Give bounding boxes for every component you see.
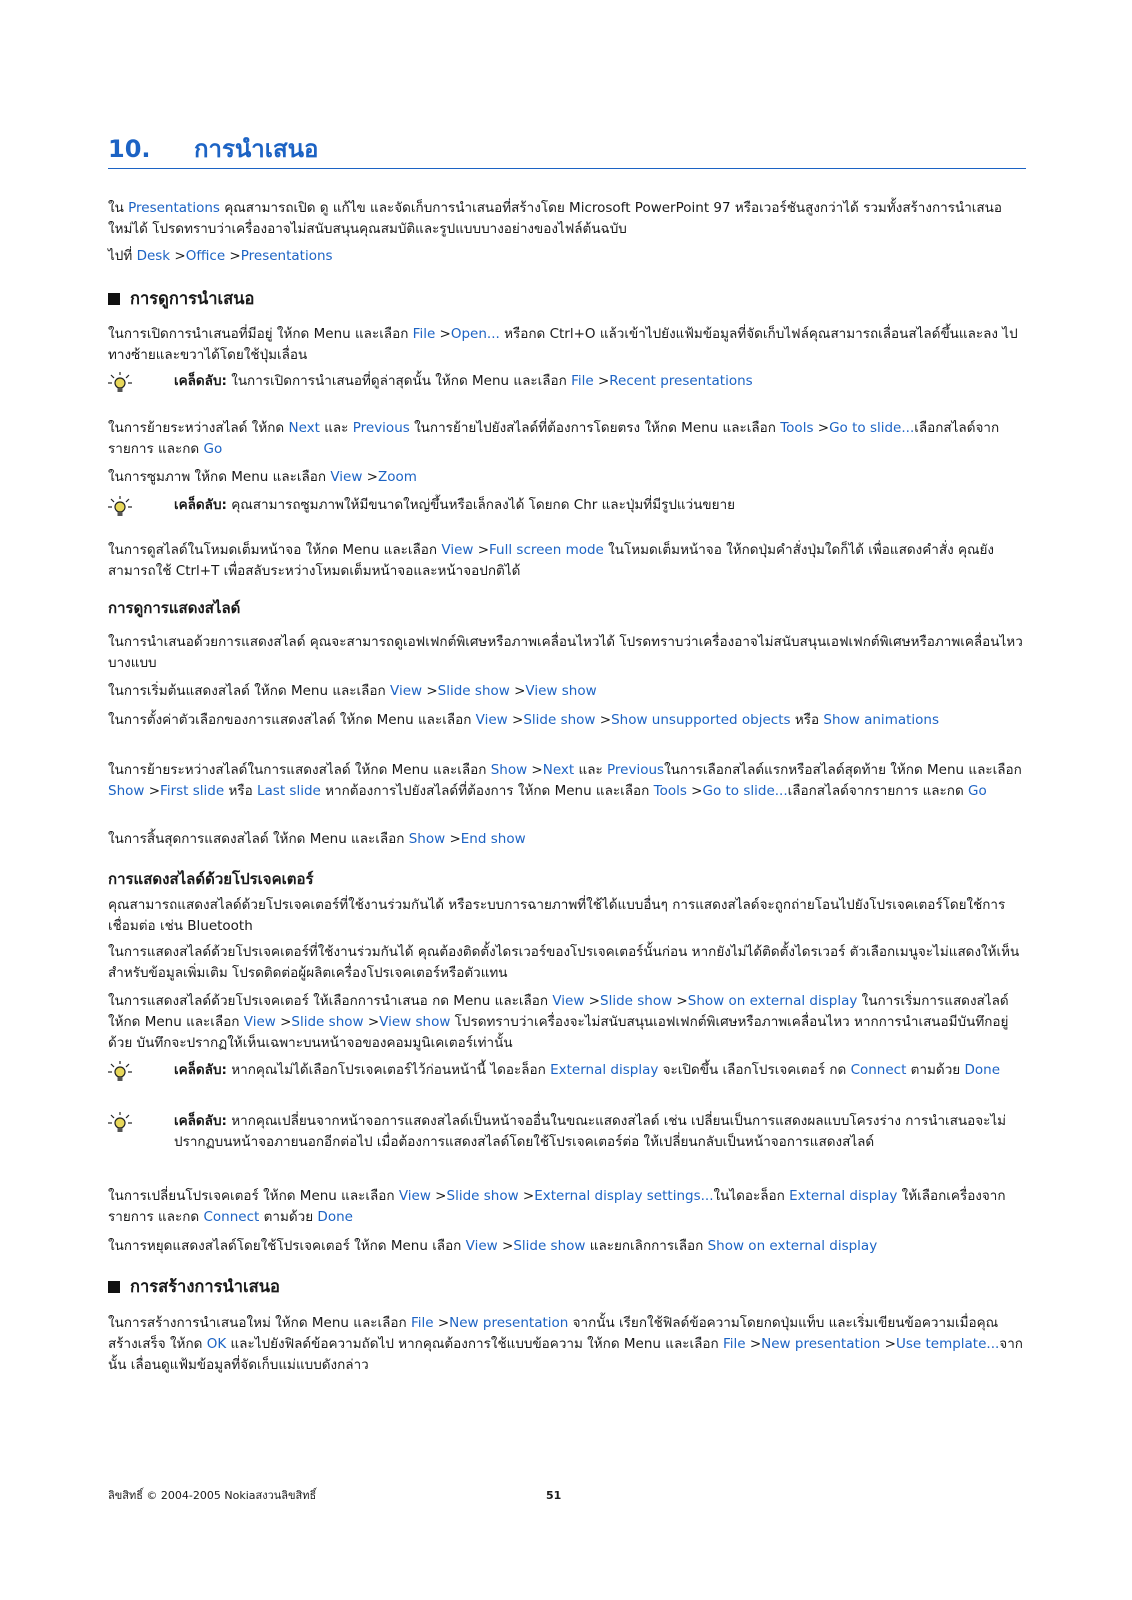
text-run: จะเปิดขึ้น เลือกโปรเจคเตอร์ กด: [658, 1062, 851, 1078]
menu-path-link[interactable]: File: [410, 1315, 434, 1331]
menu-path-link[interactable]: Previous: [352, 420, 410, 436]
text-run: ในการแสดงสไลด์ด้วยโปรเจคเตอร์ ให้เลือกการนำเสนอ กด Menu และเลือก: [108, 993, 553, 1009]
menu-path-link[interactable]: View show: [379, 1014, 451, 1030]
tip-label: เคล็ดลับ:: [174, 497, 227, 513]
heading-bullet-icon: [108, 293, 120, 305]
menu-path-link[interactable]: Use template...: [895, 1336, 1000, 1352]
text-run: ในการนำเสนอด้วยการแสดงสไลด์ คุณจะสามารถดูเอฟเฟกต์พิเศษหรือภาพเคลื่อนไหวได้ โปรดทราบว่าเครื่องอาจไม่สนับสนุนเอฟเฟกต์พิเศษหรือภาพเคลื่อนไหวบางแบบ: [108, 634, 1023, 671]
text-run: >: [745, 1336, 762, 1352]
menu-path-link[interactable]: File: [412, 326, 436, 342]
menu-path-link[interactable]: View: [398, 1188, 431, 1204]
text-run: เลือกสไลด์จากรายการ และกด: [108, 420, 1000, 457]
menu-path-link[interactable]: Go: [203, 441, 223, 457]
text-run: >: [362, 469, 378, 485]
tip-label: เคล็ดลับ:: [174, 1062, 227, 1078]
text-run: ตามด้วย: [906, 1062, 965, 1078]
paragraph: [108, 467, 1026, 488]
menu-path-link[interactable]: Tools: [653, 783, 687, 799]
tip-text: [174, 1060, 1026, 1081]
text-run: >: [497, 1238, 514, 1254]
chapter-heading: การนำเสนอ: [194, 135, 319, 163]
paragraph: [108, 632, 1026, 674]
text-run: ไปที่: [108, 248, 137, 264]
menu-path-link[interactable]: Zoom: [377, 469, 417, 485]
paragraph: [108, 681, 1026, 702]
menu-path-link[interactable]: Show: [490, 762, 528, 778]
menu-path-link[interactable]: Presentations: [128, 200, 220, 216]
text-run: >: [595, 712, 612, 728]
text-run: >: [584, 993, 600, 1009]
text-run: ในการเปลี่ยนโปรเจคเตอร์ ให้กด Menu และเลือก: [108, 1188, 399, 1204]
menu-path-link[interactable]: Open...: [450, 326, 500, 342]
menu-path-link[interactable]: Next: [542, 762, 575, 778]
tip-text: [174, 495, 1026, 516]
text-run: ในการย้ายระหว่างสไลด์ ให้กด: [108, 420, 289, 436]
lightbulb-icon: [108, 1060, 132, 1084]
text-run: ในการหยุดแสดงสไลด์โดยใช้โปรเจคเตอร์ ให้กด Menu เลือก: [108, 1238, 466, 1254]
text-run: >: [527, 762, 543, 778]
menu-path-link[interactable]: Next: [288, 420, 320, 436]
text-run: ในการเริ่มต้นแสดงสไลด์ ให้กด Menu และเลือก: [108, 683, 391, 699]
intro-paragraph: [108, 198, 1026, 240]
menu-path-link[interactable]: Previous: [607, 762, 665, 778]
page-number: 51: [546, 1489, 562, 1502]
text-run: >: [363, 1014, 380, 1030]
text-run: หากคุณไม่ได้เลือกโปรเจคเตอร์ไว้ก่อนหน้านี้ ไดอะล็อก: [226, 1062, 551, 1078]
menu-path-link[interactable]: Show on external display: [687, 993, 858, 1009]
text-run: ในการเปิดการนำเสนอที่มีอยู่ ให้กด Menu และเลือก: [108, 326, 413, 342]
text-run: คุณสามารถเปิด ดู แก้ไข และจัดเก็บการนำเสนอที่สร้างโดย Microsoft PowerPoint 97 หรือเวอร์ชันสูงกว่าได้ รวมทั้งสร้างการนำเสนอใหม่ได้ โปรดทราบว่าเครื่องอาจไม่สนับสนุนคุณสมบัติและรูปแบบบางอย่างของไฟล์ต้นฉบับ: [108, 200, 1002, 237]
text-run: คุณสามารถแสดงสไลด์ด้วยโปรเจคเตอร์ที่ใช้งานร่วมกันได้ หรือระบบการฉายภาพที่ใช้ได้แบบอื่นๆ การแสดงสไลด์จะถูกถ่ายโอนไปยังโปรเจคเตอร์โดยใช้การเชื่อมต่อ เช่น Bluetooth: [108, 897, 1006, 934]
navigation-path: [108, 246, 1026, 267]
text-run: >: [225, 248, 241, 264]
chapter-number: 10.: [108, 135, 151, 163]
text-run: จากนั้น เรียกใช้ฟิลด์ข้อความโดยกดปุ่มแท็บ และเริ่มเขียนข้อความเมื่อคุณสร้างเสร็จ ให้กด: [108, 1315, 999, 1352]
menu-path-link[interactable]: End show: [460, 831, 526, 847]
menu-path-link[interactable]: Go: [968, 783, 987, 799]
text-run: >: [170, 248, 186, 264]
menu-path-link[interactable]: View: [465, 1238, 498, 1254]
text-run: ในการเลือกสไลด์แรกหรือสไลด์สุดท้าย ให้กด Menu และเลือก: [664, 762, 1022, 778]
menu-path-link[interactable]: OK: [206, 1336, 227, 1352]
menu-path-link[interactable]: External display settings...: [534, 1188, 714, 1204]
menu-path-link[interactable]: View show: [525, 683, 597, 699]
text-run: ในโหมดเต็มหน้าจอ ให้กดปุ่มคำสั่งปุ่มใดก็ได้ เพื่อแสดงคำสั่ง คุณยังสามารถใช้ Ctrl+T เพื่อสลับระหว่างโหมดเต็มหน้าจอและหน้าจอปกติได้: [108, 542, 995, 579]
text-run: เลือกสไลด์จากรายการ และกด: [787, 783, 969, 799]
text-run: หากต้องการไปยังสไลด์ที่ต้องการ ให้กด Menu และเลือก: [320, 783, 654, 799]
text-run: และ: [574, 762, 608, 778]
chapter-title: [108, 132, 1026, 169]
menu-path-link[interactable]: Slide show: [523, 712, 596, 728]
text-run: ในการเปิดการนำเสนอที่ดูล่าสุดนั้น ให้กด Menu และเลือก: [226, 373, 572, 389]
menu-path-link[interactable]: Full screen mode: [489, 542, 604, 558]
text-run: >: [275, 1014, 292, 1030]
paragraph: [108, 760, 1026, 802]
text-run: ในการซูมภาพ ให้กด Menu และเลือก: [108, 469, 331, 485]
menu-path-link[interactable]: Go to slide...: [829, 420, 915, 436]
text-run: และไปยังฟิลด์ข้อความถัดไป หากคุณต้องการใช้แบบข้อความ ให้กด Menu และเลือก: [226, 1336, 723, 1352]
paragraph: [108, 829, 1026, 850]
paragraph: [108, 324, 1026, 366]
text-run: ในการสิ้นสุดการแสดงสไลด์ ให้กด Menu และเลือก: [108, 831, 409, 847]
menu-path-link[interactable]: New presentation: [761, 1336, 881, 1352]
menu-path-link[interactable]: Recent presentations: [609, 373, 753, 389]
text-run: ในการแสดงสไลด์ด้วยโปรเจคเตอร์ที่ใช้งานร่วมกันได้ คุณต้องติดตั้งไดรเวอร์ของโปรเจคเตอร์นั้นก่อน หากยังไม่ได้ติดตั้งไดรเวอร์ ตัวเลือกเมนูจะไม่แสดงให้เห็น สำหรับข้อมูลเพิ่มเติม โปรดติดต่อผู้ผลิตเครื่องโปรเจคเตอร์หรือตัวแทน: [108, 944, 1020, 981]
footer-copyright: ลิขสิทธิ์ © 2004-2005 Nokiaสงวนลิขสิทธิ์: [108, 1489, 317, 1502]
menu-path-link[interactable]: Go to slide...: [702, 783, 788, 799]
text-run: >: [430, 1188, 447, 1204]
lightbulb-icon: [108, 495, 132, 519]
menu-path-link[interactable]: External display: [550, 1062, 659, 1078]
menu-path-link[interactable]: View: [243, 1014, 276, 1030]
menu-path-link[interactable]: Show unsupported objects: [611, 712, 791, 728]
text-run: คุณสามารถซูมภาพให้มีขนาดใหญ่ขึ้นหรือเล็กลงได้ โดยกด Chr และปุ่มที่มีรูปแว่นขยาย: [226, 497, 736, 513]
text-run: >: [507, 712, 524, 728]
text-run: >: [672, 993, 688, 1009]
menu-path-link[interactable]: Last slide: [257, 783, 321, 799]
menu-path-link[interactable]: New presentation: [449, 1315, 569, 1331]
menu-path-link[interactable]: Desk: [136, 248, 171, 264]
menu-path-link[interactable]: File: [571, 373, 594, 389]
menu-path-link[interactable]: Presentations: [240, 248, 333, 264]
text-run: และยกเลิกการเลือก: [585, 1238, 708, 1254]
menu-path-link[interactable]: View: [475, 712, 508, 728]
paragraph: [108, 1186, 1026, 1228]
menu-path-link[interactable]: View: [390, 683, 423, 699]
menu-path-link[interactable]: Office: [185, 248, 226, 264]
text-run: ใน: [108, 200, 129, 216]
lightbulb-icon: [108, 1111, 132, 1135]
text-run: >: [509, 683, 526, 699]
subsection-heading-projector: การแสดงสไลด์ด้วยโปรเจคเตอร์: [108, 870, 314, 888]
text-run: >: [435, 326, 451, 342]
text-run: โปรดทราบว่าเครื่องจะไม่สนับสนุนเอฟเฟกต์พิเศษหรือภาพเคลื่อนไหว หากการนำเสนอมีบันทึกอยู่ด้วย บันทึกจะปรากฏให้เห็นเฉพาะบนหน้าจอของคอมมูนิเคเตอร์เท่านั้น: [108, 1014, 1009, 1051]
tip-text: [174, 1111, 1026, 1153]
text-run: ในการย้ายระหว่างสไลด์ในการแสดงสไลด์ ให้กด Menu และเลือก: [108, 762, 491, 778]
text-run: ในการตั้งค่าตัวเลือกของการแสดงสไลด์ ให้กด Menu และเลือก: [108, 712, 476, 728]
menu-path-link[interactable]: First slide: [160, 783, 225, 799]
text-run: >: [144, 783, 161, 799]
paragraph: [108, 710, 1026, 731]
menu-path-link[interactable]: Connect: [850, 1062, 907, 1078]
paragraph: [108, 895, 1026, 937]
menu-path-link[interactable]: View: [330, 469, 363, 485]
menu-path-link[interactable]: Slide show: [600, 993, 673, 1009]
text-run: >: [518, 1188, 535, 1204]
menu-path-link[interactable]: Show: [108, 783, 145, 799]
heading-bullet-icon: [108, 1281, 120, 1293]
menu-path-link[interactable]: Show animations: [823, 712, 940, 728]
text-run: >: [813, 420, 830, 436]
menu-path-link[interactable]: Connect: [203, 1209, 260, 1225]
text-run: ในการเริ่มการแสดงสไลด์ ให้กด Menu และเลือก: [108, 993, 1009, 1030]
menu-path-link[interactable]: Slide show: [513, 1238, 586, 1254]
paragraph: [108, 1236, 1026, 1257]
text-run: หรือกด Ctrl+O แล้วเข้าไปยังแฟ้มข้อมูลที่จัดเก็บไฟล์คุณสามารถเลื่อนสไลด์ขึ้นและลง ไปทางซ้ายและขวาได้โดยใช้ปุ่มเลื่อน: [108, 326, 1018, 363]
menu-path-link[interactable]: Show on external display: [707, 1238, 878, 1254]
text-run: ให้เลือกเครื่องจากรายการ และกด: [108, 1188, 1006, 1225]
menu-path-link[interactable]: Slide show: [446, 1188, 519, 1204]
text-run: และ: [319, 420, 353, 436]
text-run: >: [686, 783, 703, 799]
paragraph: [108, 942, 1026, 984]
tip-label: เคล็ดลับ:: [174, 373, 227, 389]
text-run: ตามด้วย: [259, 1209, 318, 1225]
menu-path-link[interactable]: View: [441, 542, 474, 558]
text-run: หรือ: [224, 783, 258, 799]
text-run: >: [593, 373, 610, 389]
subsection-heading-slideshow: การดูการแสดงสไลด์: [108, 599, 241, 617]
menu-path-link[interactable]: Show: [408, 831, 446, 847]
text-run: ในการย้ายไปยังสไลด์ที่ต้องการโดยตรง ให้กด Menu และเลือก: [409, 420, 781, 436]
menu-path-link[interactable]: File: [722, 1336, 746, 1352]
menu-path-link[interactable]: Slide show: [437, 683, 510, 699]
menu-path-link[interactable]: View: [552, 993, 585, 1009]
text-run: >: [433, 1315, 450, 1331]
text-run: >: [473, 542, 490, 558]
tip-label: เคล็ดลับ:: [174, 1113, 227, 1129]
menu-path-link[interactable]: Slide show: [291, 1014, 364, 1030]
section-heading-view: การดูการนำเสนอ: [108, 288, 254, 310]
menu-path-link[interactable]: Tools: [780, 420, 814, 436]
paragraph: [108, 1313, 1026, 1376]
text-run: จากนั้น เลื่อนดูแฟ้มข้อมูลที่จัดเก็บแม่แบบดังกล่าว: [108, 1336, 1023, 1373]
text-run: หรือ: [790, 712, 824, 728]
menu-path-link[interactable]: Done: [317, 1209, 353, 1225]
text-run: >: [880, 1336, 896, 1352]
menu-path-link[interactable]: External display: [789, 1188, 898, 1204]
text-run: ในการดูสไลด์ในโหมดเต็มหน้าจอ ให้กด Menu และเลือก: [108, 542, 442, 558]
tip-text: [174, 371, 1026, 392]
menu-path-link[interactable]: Done: [964, 1062, 1001, 1078]
section-heading-create: การสร้างการนำเสนอ: [108, 1276, 280, 1298]
text-run: ในการสร้างการนำเสนอใหม่ ให้กด Menu และเลือก: [108, 1315, 411, 1331]
paragraph: [108, 418, 1026, 460]
text-run: ในไดอะล็อก: [713, 1188, 790, 1204]
text-run: >: [445, 831, 461, 847]
text-run: หากคุณเปลี่ยนจากหน้าจอการแสดงสไลด์เป็นหน้าจออื่นในขณะแสดงสไลด์ เช่น เปลี่ยนเป็นการแสดงผลแบบโครงร่าง การนำเสนอจะไม่ปรากฏบนหน้าจอภายนอกอีกต่อไป เมื่อต้องการแสดงสไลด์โดยใช้โปรเจคเตอร์ต่อ ให้เปลี่ยนกลับเป็นหน้าจอการแสดงสไลด์: [174, 1113, 1007, 1150]
paragraph: [108, 540, 1026, 582]
paragraph: [108, 991, 1026, 1054]
lightbulb-icon: [108, 371, 132, 395]
text-run: >: [422, 683, 438, 699]
